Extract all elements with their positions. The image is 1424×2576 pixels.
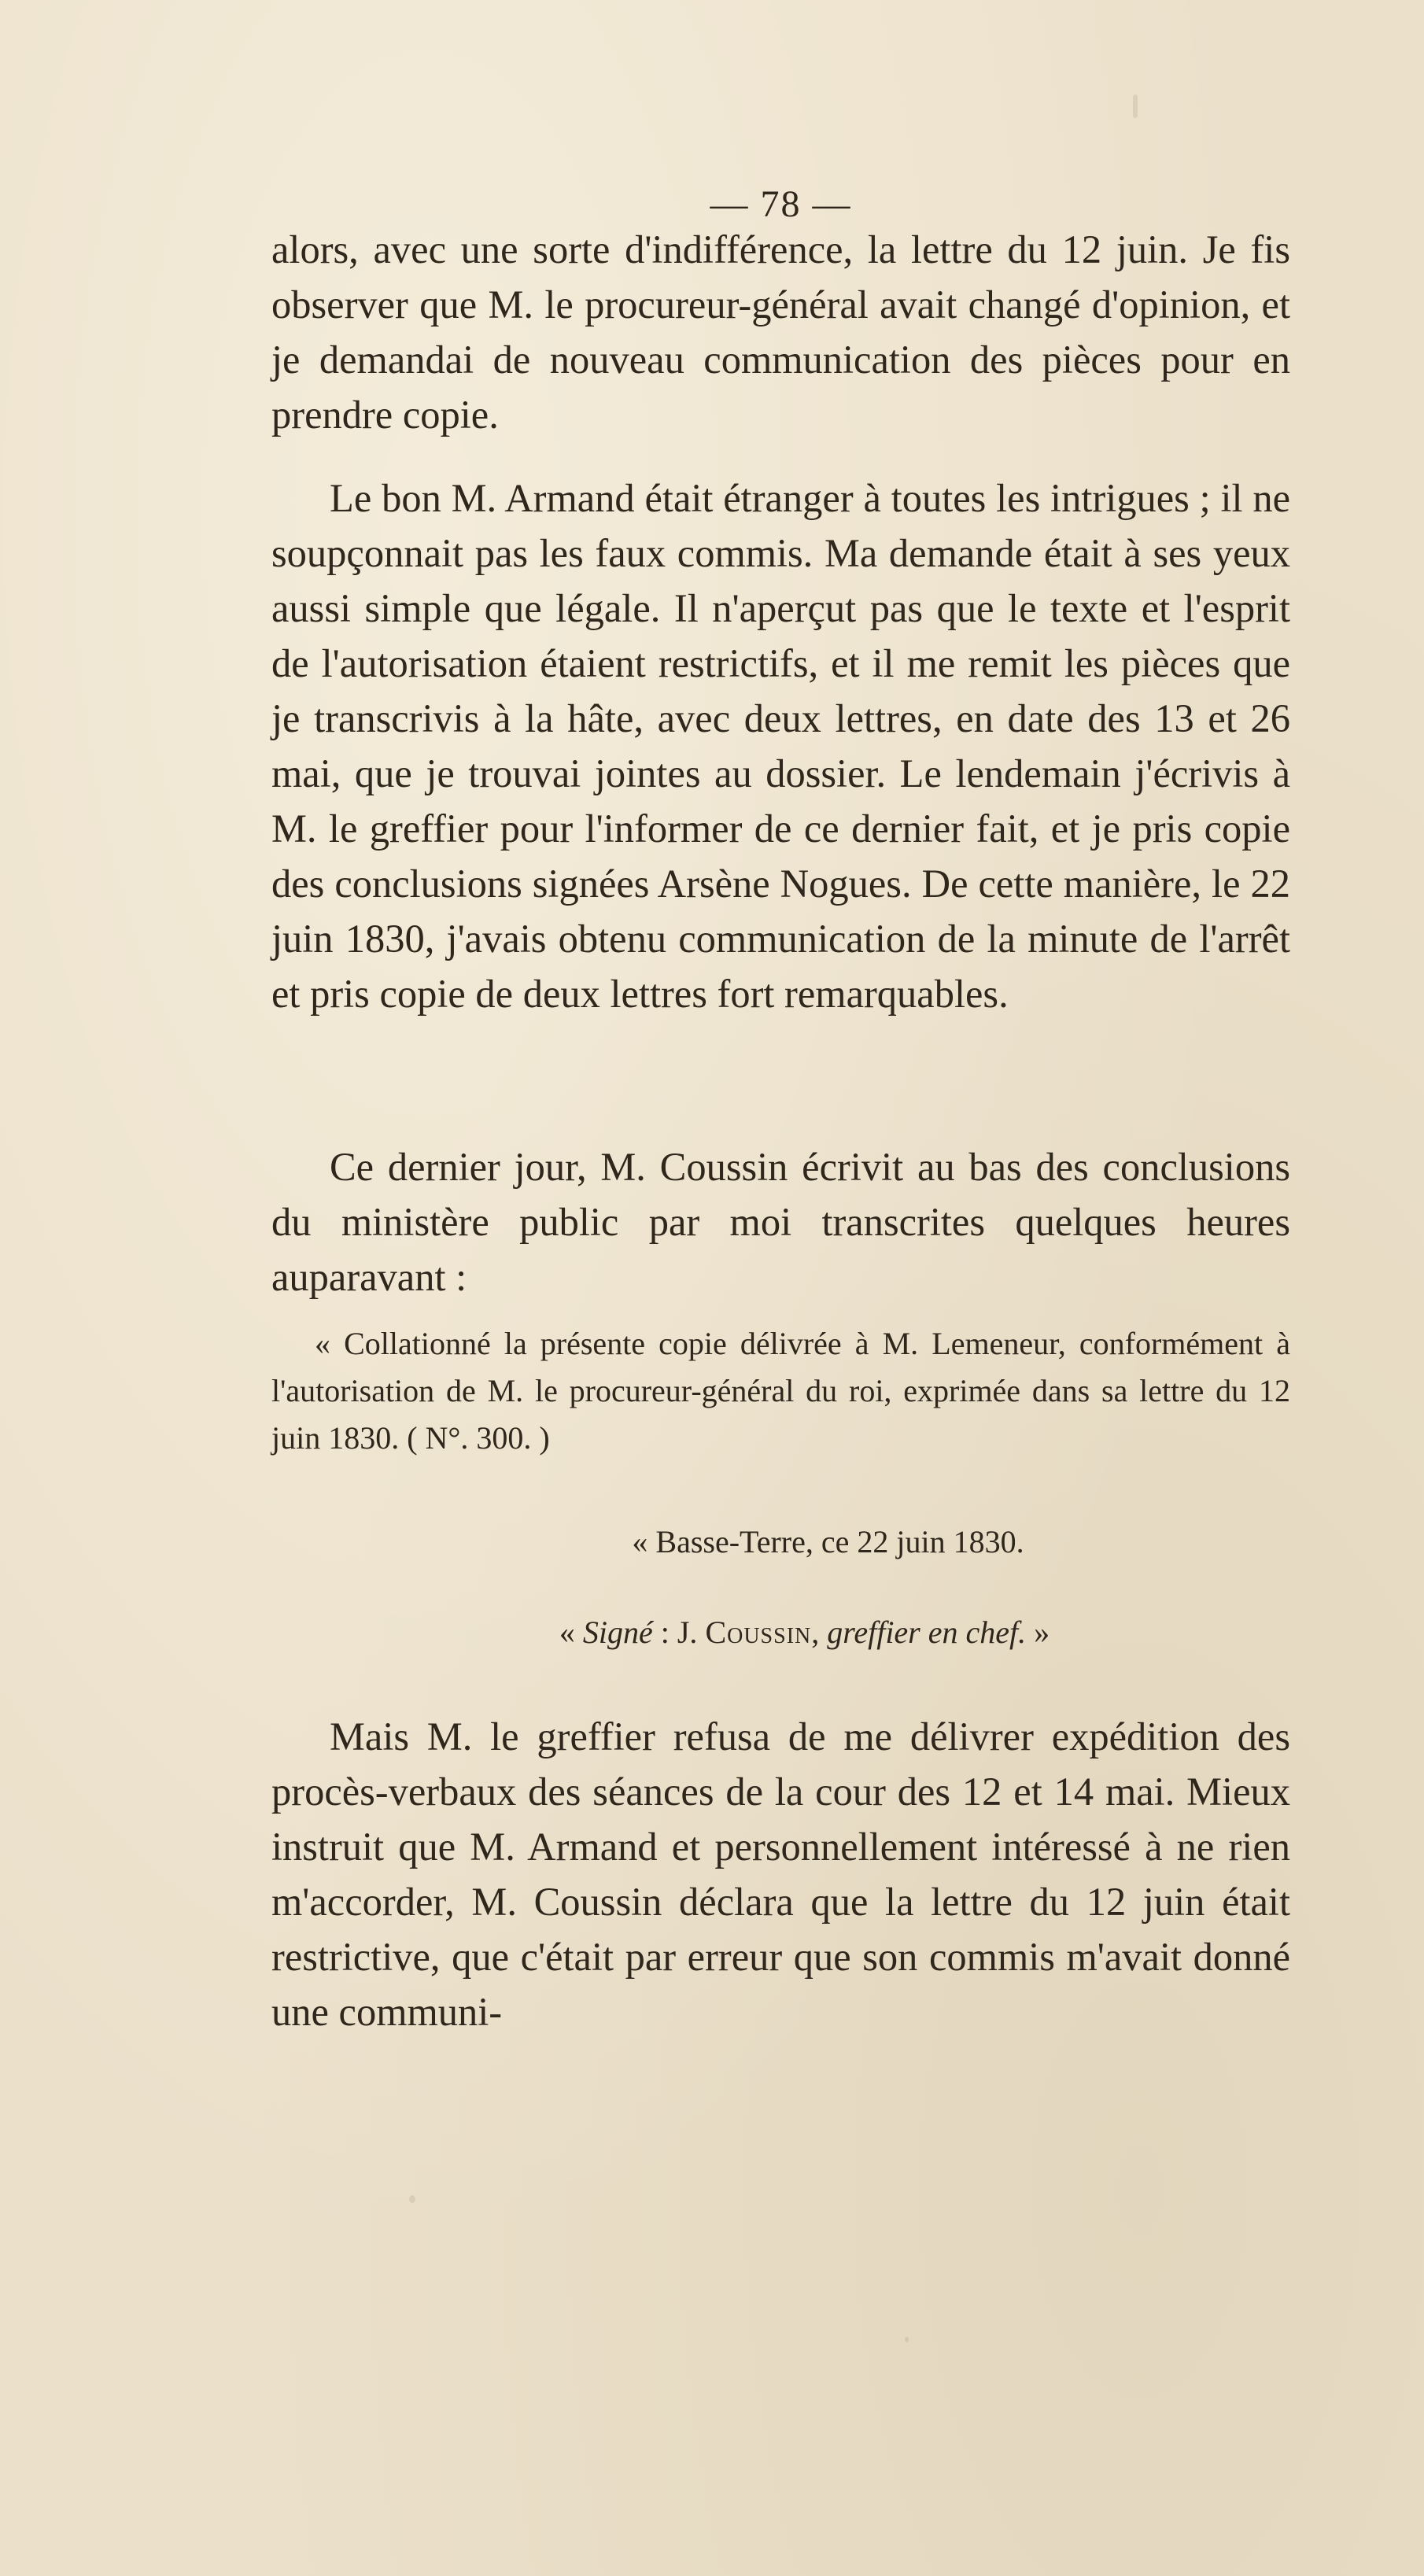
paper-stain [905,2337,909,2342]
quoted-certification: « Collationné la présente copie délivrée à M. Lemeneur, conformément à l'autorisation de M. le procureur-général du roi, exprimée dans sa lettre du 12 juin 1830. ( N°. 300. ) [271,1326,1290,1456]
page-number: — 78 — [710,183,852,225]
paper-stain [409,2195,415,2203]
paper-stain [1133,94,1138,118]
signature-signed-label: Signé [582,1615,653,1650]
paragraph-continuation: alors, avec une sorte d'indifférence, la lettre du 12 juin. Je fis observer que M. le procureur-général avait changé d'opinion, et je demandai de nouveau communication des pièces pour en prendre copie. [271,227,1290,437]
quoted-signature [271,1609,1290,1656]
paragraph-armand: Le bon M. Armand était étranger à toutes les intrigues ; il ne soupçonnait pas les faux commis. Ma demande était à ses yeux aussi simple que légale. Il n'aperçut pas que le texte et l'esprit de l'autorisation étaient restrictifs, et il me remit les pièces que je transcrivis à la hâte, avec deux lettres, en date des 13 et 26 mai, que je trouvai jointes au dossier. Le lendemain j'écrivis à M. le greffier pour l'informer de ce dernier fait, et je pris copie des conclusions signées Arsène Nogues. De cette manière, le 22 juin 1830, j'avais obtenu communication de la minute de l'arrêt et pris copie de deux lettres fort remarquables. [271,476,1290,1016]
signature-close-quote: » [1026,1615,1050,1650]
signature-name: Coussin [705,1615,812,1650]
quoted-dateline: « Basse-Terre, ce 22 juin 1830. [632,1524,1024,1559]
signature-open-quote: « [559,1615,583,1650]
paragraph-greffier-refusal: Mais M. le greffier refusa de me délivrer expédition des procès-verbaux des séances de la cour des 12 et 14 mai. Mieux instruit que M. Armand et personnellement intéressé à ne rien m'accorder, M. Coussin déclara que la lettre du 12 juin était restrictive, que c'était par erreur que son commis m'avait donné une communi- [271,1714,1290,2034]
signature-initial: : J. [652,1615,706,1650]
paragraph-coussin: Ce dernier jour, M. Coussin écrivit au bas des conclusions du ministère public par moi transcrites quelques heures auparavant : [271,1145,1290,1299]
signature-comma: , [811,1615,828,1650]
signature-role: greffier en chef. [827,1615,1027,1650]
